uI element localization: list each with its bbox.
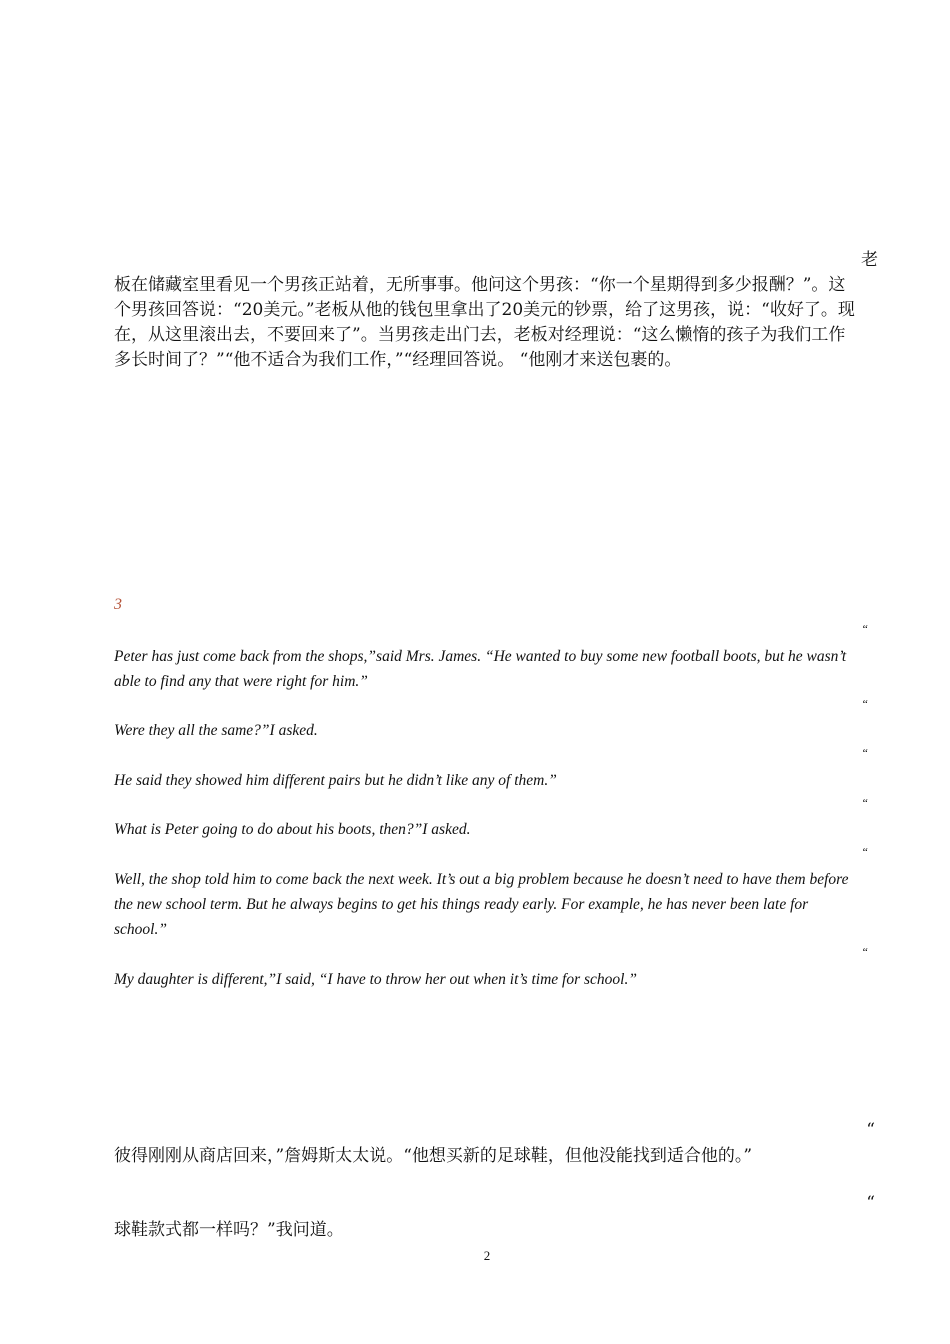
quote-mark: “: [866, 1120, 875, 1140]
quote-mark: “: [861, 796, 868, 810]
chinese-paragraph-1: 彼得刚刚从商店回来，”詹姆斯太太说。“他想买新的足球鞋，但他没能找到适合他的。”: [114, 1146, 753, 1166]
english-paragraph-5: Well, the shop told him to come back the next week. It’s out a big problem because he doesn’t need to have them before the new school term. But he always begins to get his things ready early. For example, he has never been late for school.”: [114, 871, 849, 938]
quote-mark: “: [861, 622, 868, 636]
paragraph-first-char: 老: [861, 250, 878, 270]
english-paragraph-3: He said they showed him different pairs but he didn’t like any of them.”: [114, 772, 557, 789]
story2-chinese-paragraph: 板在储藏室里看见一个男孩正站着，无所事事。他问这个男孩：“你一个星期得到多少报酬？”。这个男孩回答说：“20美元。”老板从他的钱包里拿出了20美元的钞票，给了这男孩，说：“收好了。现在，从这里滚出去，不要回来了”。当男孩走出门去，老板对经理说：“这么懒惰的孩子为我们工作多长时间了？”“他不适合为我们工作，”“经理回答说。 “他刚才来送包裹的。: [114, 275, 855, 370]
quote-mark: “: [861, 697, 868, 711]
quote-mark: “: [861, 746, 868, 760]
section-number: 3: [114, 596, 122, 613]
english-paragraph-4: What is Peter going to do about his boots, then?”I asked.: [114, 821, 471, 838]
chinese-paragraph-2: 球鞋款式都一样吗？”我问道。: [114, 1220, 344, 1240]
page-number: 2: [483, 1248, 491, 1263]
english-paragraph-1: Peter has just come back from the shops,”said Mrs. James. “He wanted to buy some new football boots, but he wasn’t able to find any that were right for him.”: [114, 648, 847, 690]
quote-mark: “: [861, 945, 868, 959]
english-paragraph-2: Were they all the same?”I asked.: [114, 722, 318, 739]
quote-mark: “: [861, 845, 868, 859]
quote-mark: “: [866, 1193, 875, 1213]
english-paragraph-6: My daughter is different,”I said, “I have to throw her out when it’s time for school.”: [114, 971, 637, 988]
